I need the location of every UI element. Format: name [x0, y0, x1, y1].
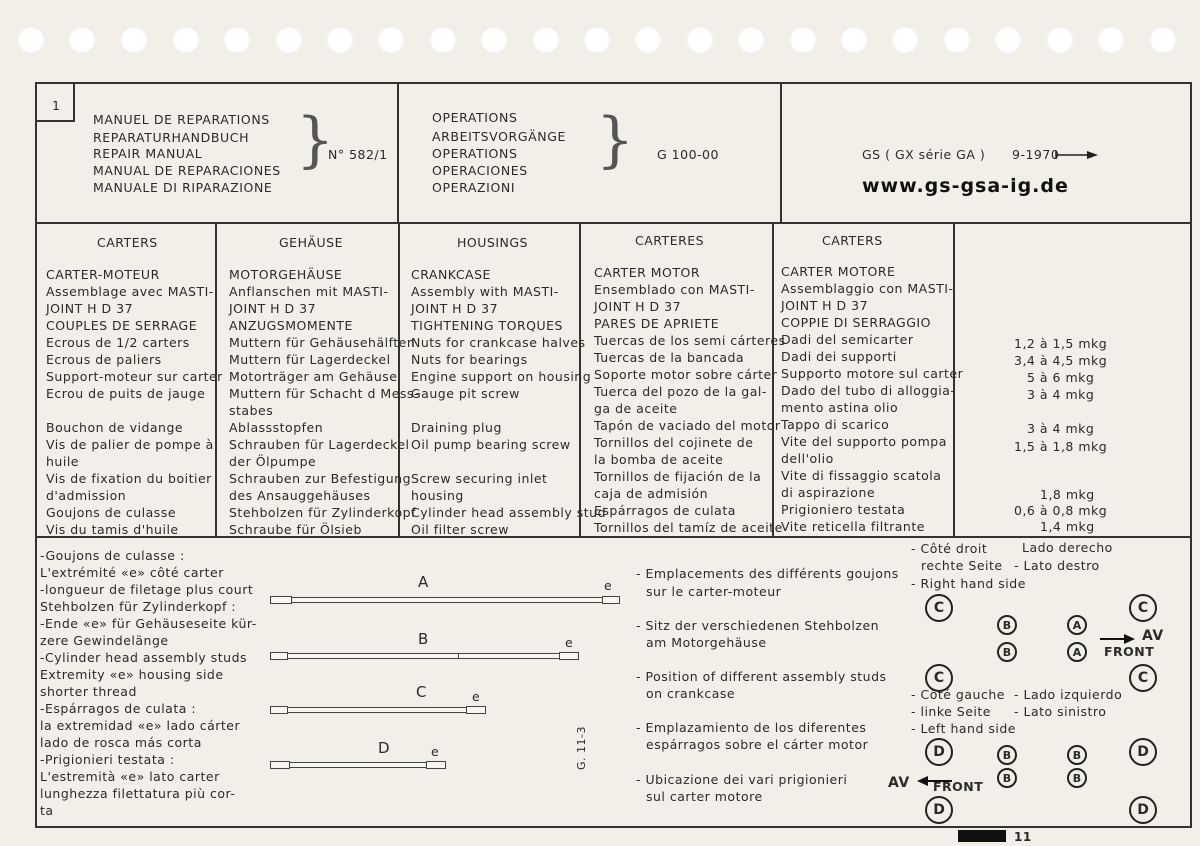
column-line: Screw securing inlet	[411, 471, 548, 486]
stud-position-a: A	[1067, 615, 1087, 635]
column-line: CARTER-MOTEUR	[46, 267, 160, 282]
stud-letter: A	[418, 573, 429, 591]
stud-note-line: la extremidad «e» lado cárter	[40, 718, 241, 733]
torque-value: 3 à 4 mkg	[1027, 387, 1095, 402]
hole	[841, 27, 867, 53]
stud-position-d: D	[1129, 738, 1157, 766]
stud-note-line: Extremity «e» housing side	[40, 667, 224, 682]
hole	[790, 27, 816, 53]
hole	[276, 27, 302, 53]
column-line: Cylinder head assembly stud	[411, 505, 607, 520]
column-line: Gauge pit screw	[411, 386, 520, 401]
column-line: Ecrous de 1/2 carters	[46, 335, 190, 350]
hole	[687, 27, 713, 53]
column-line: Tuercas de la bancada	[594, 350, 745, 365]
column-line: PARES DE APRIETE	[594, 316, 720, 331]
column-heading-it: CARTERS	[822, 233, 883, 248]
column-line: MOTORGEHÄUSE	[229, 267, 343, 282]
stud-position-a: A	[1067, 642, 1087, 662]
column-line: JOINT H D 37	[411, 301, 499, 316]
hole	[327, 27, 353, 53]
stud-note-line: ta	[40, 803, 54, 818]
column-line: Tornillos del tamíz de aceite	[594, 520, 783, 535]
column-heading-es: CARTERES	[635, 233, 705, 248]
torque-value: 1,5 à 1,8 mkg	[1014, 439, 1108, 454]
column-line: Tornillos del cojinete de	[594, 435, 754, 450]
column-line: Assemblaggio con MASTI-	[781, 281, 954, 296]
column-line: Nuts for crankcase halves	[411, 335, 586, 350]
column-line: COPPIE DI SERRAGGIO	[781, 315, 931, 330]
stud-position-c: C	[925, 594, 953, 622]
hole	[378, 27, 404, 53]
column-line: JOINT H D 37	[594, 299, 682, 314]
divider	[398, 222, 400, 536]
front-label: FRONT	[933, 779, 984, 794]
manual-title-de: REPARATURHANDBUCH	[93, 130, 250, 145]
stud-note-line: -longueur de filetage plus court	[40, 582, 254, 597]
divider	[397, 82, 399, 222]
torque-value: 0,6 à 0,8 mkg	[1014, 503, 1108, 518]
column-line: Dadi del semicarter	[781, 332, 914, 347]
front-label: FRONT	[1104, 644, 1155, 659]
column-line: dell'olio	[781, 451, 834, 466]
left-side-es: - Lado izquierdo	[1014, 687, 1123, 702]
figure-reference: G. 11-3	[575, 726, 588, 770]
column-line: Vite reticella filtrante	[781, 519, 925, 534]
stud-note-line: lado de rosca más corta	[40, 735, 202, 750]
column-line: Vis de palier de pompe à	[46, 437, 214, 452]
right-side-fr: - Côté droit	[911, 541, 988, 556]
operation-title-fr: OPERATIONS	[432, 110, 518, 125]
column-line: Assembly with MASTI-	[411, 284, 559, 299]
right-side-en: - Right hand side	[911, 576, 1026, 591]
stud-position-c: C	[925, 664, 953, 692]
column-line: Stehbolzen für Zylinderkopf	[229, 505, 416, 520]
stud-note-line: L'extrémité «e» côté carter	[40, 565, 224, 580]
column-line: Vis de fixation du boitier	[46, 471, 212, 486]
column-line: Tuercas de los semi cárteres	[594, 333, 786, 348]
column-line: Assemblage avec MASTI-	[46, 284, 214, 299]
column-line: la bomba de aceite	[594, 452, 724, 467]
column-line: TIGHTENING TORQUES	[411, 318, 563, 333]
position-text-de-1: - Sitz der verschiedenen Stehbolzen	[636, 618, 880, 633]
column-line: Supporto motore sul carter	[781, 366, 964, 381]
hole	[944, 27, 970, 53]
hole	[18, 27, 44, 53]
website-url: www.gs-gsa-ig.de	[862, 175, 1069, 197]
manual-title-es: MANUAL DE REPARACIONES	[93, 163, 281, 178]
hole	[121, 27, 147, 53]
torque-value: 1,2 à 1,5 mkg	[1014, 336, 1108, 351]
column-line: mento astina olio	[781, 400, 899, 415]
column-line: housing	[411, 488, 464, 503]
hole	[892, 27, 918, 53]
torque-value: 1,8 mkg	[1040, 487, 1095, 502]
stud-end-label: e	[604, 578, 613, 593]
page-tab-bar	[958, 830, 1006, 842]
front-av-label: AV	[888, 775, 910, 791]
date-arrow-icon	[1055, 146, 1099, 158]
stud-note-line: zere Gewindelänge	[40, 633, 169, 648]
column-line: Tuerca del pozo de la gal-	[594, 384, 767, 399]
stud-position-d: D	[925, 796, 953, 824]
column-line: Oil pump bearing screw	[411, 437, 571, 452]
position-text-es-1: - Emplazamiento de los diferentes	[636, 720, 867, 735]
torque-value: 1,4 mkg	[1040, 519, 1095, 534]
column-line: Schrauben für Lagerdeckel	[229, 437, 410, 452]
stud-position-c: C	[1129, 594, 1157, 622]
operation-title-it: OPERAZIONI	[432, 180, 516, 195]
operation-code: G 100-00	[657, 147, 719, 162]
column-line: Ensemblado con MASTI-	[594, 282, 755, 297]
hole	[1047, 27, 1073, 53]
manual-title-fr: MANUEL DE REPARATIONS	[93, 112, 270, 127]
column-line: Ablassstopfen	[229, 420, 324, 435]
column-line: ANZUGSMOMENTE	[229, 318, 353, 333]
stud-position-b: B	[997, 768, 1017, 788]
stud-position-b: B	[997, 642, 1017, 662]
stud-note-line: -Prigionieri testata :	[40, 752, 175, 767]
left-side-fr: - Côté gauche	[911, 687, 1005, 702]
date-label: 9-1970	[1012, 147, 1060, 162]
brace: }	[596, 105, 635, 175]
stud-end-label: e	[472, 689, 481, 704]
column-line: Bouchon de vidange	[46, 420, 184, 435]
column-heading-fr: CARTERS	[97, 235, 158, 250]
hole	[69, 27, 95, 53]
hole	[533, 27, 559, 53]
page-box-number: 1	[52, 98, 61, 113]
stud-end-label: e	[565, 635, 574, 650]
column-line: Muttern für Gehäusehälften	[229, 335, 416, 350]
column-line: Anflanschen mit MASTI-	[229, 284, 389, 299]
column-line: JOINT H D 37	[46, 301, 134, 316]
column-line: Ecrous de paliers	[46, 352, 162, 367]
column-line: stabes	[229, 403, 274, 418]
stud-letter: C	[416, 683, 427, 701]
stud-position-b: B	[997, 615, 1017, 635]
column-heading-de: GEHÄUSE	[279, 235, 344, 250]
column-line: CARTER MOTORE	[781, 264, 896, 279]
manual-title-en: REPAIR MANUAL	[93, 146, 203, 161]
stud-note-line: -Ende «e» für Gehäuseseite kür-	[40, 616, 257, 631]
stud-position-c: C	[1129, 664, 1157, 692]
column-line: COUPLES DE SERRAGE	[46, 318, 198, 333]
position-text-en-1: - Position of different assembly studs	[636, 669, 887, 684]
hole	[584, 27, 610, 53]
stud-position-b: B	[997, 745, 1017, 765]
position-text-es-2: espárragos sobre el cárter motor	[646, 737, 869, 752]
column-line: Tappo di scarico	[781, 417, 890, 432]
column-line: Vite di fissaggio scatola	[781, 468, 942, 483]
column-line: Muttern für Schacht d Mess-	[229, 386, 419, 401]
column-line: CRANKCASE	[411, 267, 491, 282]
position-text-it-2: sul carter motore	[646, 789, 763, 804]
column-line: Dadi dei supporti	[781, 349, 897, 364]
hole	[995, 27, 1021, 53]
hole	[224, 27, 250, 53]
stud-note-line: -Espárragos de culata :	[40, 701, 197, 716]
column-line: di aspirazione	[781, 485, 876, 500]
hole	[481, 27, 507, 53]
page-number: 11	[1014, 830, 1032, 844]
front-av-label: AV	[1142, 628, 1164, 644]
torque-value: 3,4 à 4,5 mkg	[1014, 353, 1108, 368]
right-side-it: - Lato destro	[1014, 558, 1100, 573]
column-line: Prigioniero testata	[781, 502, 906, 517]
hole	[635, 27, 661, 53]
model-label: GS ( GX série GA )	[862, 147, 986, 162]
column-line: JOINT H D 37	[229, 301, 317, 316]
stud-position-d: D	[925, 738, 953, 766]
torque-value: 3 à 4 mkg	[1027, 421, 1095, 436]
stud-position-d: D	[1129, 796, 1157, 824]
hole	[1098, 27, 1124, 53]
stud-end-label: e	[431, 744, 440, 759]
manual-title-it: MANUALE DI RIPARAZIONE	[93, 180, 273, 195]
stud-position-b: B	[1067, 745, 1087, 765]
column-line: Soporte motor sobre cárter	[594, 367, 778, 382]
torque-value: 5 à 6 mkg	[1027, 370, 1095, 385]
divider	[780, 82, 782, 222]
column-line: Schrauben zur Befestigung	[229, 471, 412, 486]
column-heading-en: HOUSINGS	[457, 235, 528, 250]
column-line: ga de aceite	[594, 401, 678, 416]
column-line: Tornillos de fijación de la	[594, 469, 762, 484]
stud-note-line: lunghezza filettatura più cor-	[40, 786, 236, 801]
position-text-fr-1: - Emplacements des différents goujons	[636, 566, 899, 581]
hole	[430, 27, 456, 53]
left-side-en: - Left hand side	[911, 721, 1016, 736]
hole	[738, 27, 764, 53]
stud-note-line: L'estremità «e» lato carter	[40, 769, 220, 784]
stud-note-line: Stehbolzen für Zylinderkopf :	[40, 599, 237, 614]
position-text-fr-2: sur le carter-moteur	[646, 584, 782, 599]
hole	[1150, 27, 1176, 53]
operation-title-en: OPERATIONS	[432, 146, 518, 161]
left-side-de: - linke Seite	[911, 704, 991, 719]
column-line: Espárragos de culata	[594, 503, 736, 518]
column-line: des Ansauggehäuses	[229, 488, 371, 503]
manual-number: N° 582/1	[328, 147, 388, 162]
column-line: JOINT H D 37	[781, 298, 869, 313]
column-line: Vite del supporto pompa	[781, 434, 947, 449]
column-line: der Ölpumpe	[229, 454, 317, 469]
column-line: Oil filter screw	[411, 522, 509, 537]
operation-title-es: OPERACIONES	[432, 163, 528, 178]
stud-letter: D	[378, 739, 391, 757]
column-line: d'admission	[46, 488, 127, 503]
operation-title-de: ARBEITSVORGÄNGE	[432, 129, 566, 144]
column-line: Nuts for bearings	[411, 352, 528, 367]
stud-note-line: -Goujons de culasse :	[40, 548, 185, 563]
column-line: Muttern für Lagerdeckel	[229, 352, 391, 367]
column-line: Vis du tamis d'huile	[46, 522, 179, 537]
column-line: Ecrou de puits de jauge	[46, 386, 206, 401]
stud-note-line: shorter thread	[40, 684, 137, 699]
hole	[173, 27, 199, 53]
left-side-it: - Lato sinistro	[1014, 704, 1107, 719]
position-text-en-2: on crankcase	[646, 686, 736, 701]
column-line: Schraube für Ölsieb	[229, 522, 362, 537]
brace: }	[296, 105, 335, 175]
page-box	[35, 82, 75, 122]
column-line: Motorträger am Gehäuse	[229, 369, 398, 384]
position-text-it-1: - Ubicazione dei vari prigionieri	[636, 772, 848, 787]
column-line: Goujons de culasse	[46, 505, 177, 520]
position-text-de-2: am Motorgehäuse	[646, 635, 767, 650]
column-line: Dado del tubo di alloggia-	[781, 383, 956, 398]
right-side-es: Lado derecho	[1022, 540, 1113, 555]
stud-letter: B	[418, 630, 429, 648]
divider	[35, 222, 1192, 224]
stud-note-line: -Cylinder head assembly studs	[40, 650, 248, 665]
column-line: Tapón de vaciado del motor	[594, 418, 781, 433]
column-line: Draining plug	[411, 420, 502, 435]
column-line: caja de admisión	[594, 486, 709, 501]
column-line: huile	[46, 454, 79, 469]
arrow-right-icon	[1100, 630, 1136, 642]
column-line: CARTER MOTOR	[594, 265, 701, 280]
stud-position-b: B	[1067, 768, 1087, 788]
column-line: Support-moteur sur carter	[46, 369, 223, 384]
right-side-de: rechte Seite	[921, 558, 1003, 573]
column-line: Engine support on housing	[411, 369, 592, 384]
